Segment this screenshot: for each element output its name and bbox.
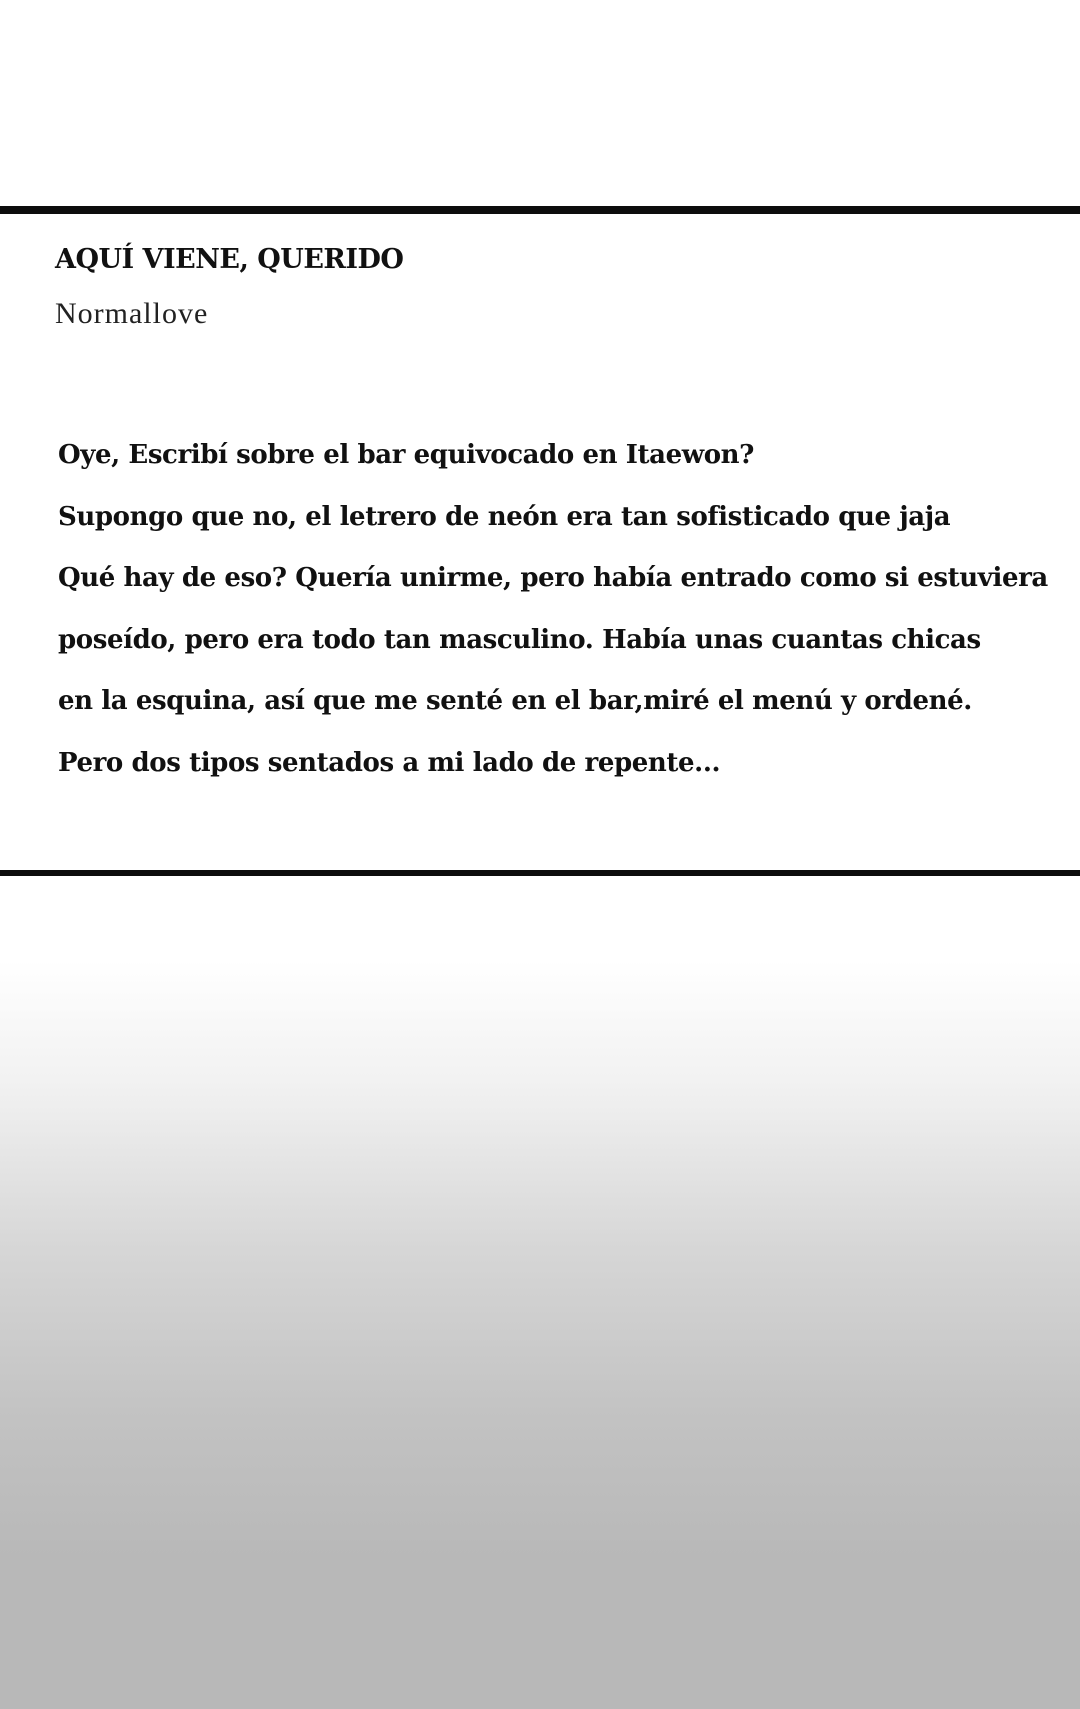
story-line: poseído, pero era todo tan masculino. Había unas cuantas chicas: [58, 625, 981, 655]
story-line: Oye, Escribí sobre el bar equivocado en Itaewon?: [58, 440, 754, 470]
story-line: Pero dos tipos sentados a mi lado de repente...: [58, 748, 721, 778]
story-author: Normallove: [55, 297, 209, 330]
story-line: en la esquina, así que me senté en el bar,miré el menú y ordené.: [58, 686, 972, 716]
story-line: Supongo que no, el letrero de neón era tan sofisticado que jaja: [58, 502, 951, 532]
story-title: AQUÍ VIENE, QUERIDO: [55, 244, 404, 275]
bottom-divider: [0, 870, 1080, 876]
top-divider: [0, 206, 1080, 214]
story-line: Qué hay de eso? Quería unirme, pero había entrado como si estuviera: [58, 563, 1048, 593]
